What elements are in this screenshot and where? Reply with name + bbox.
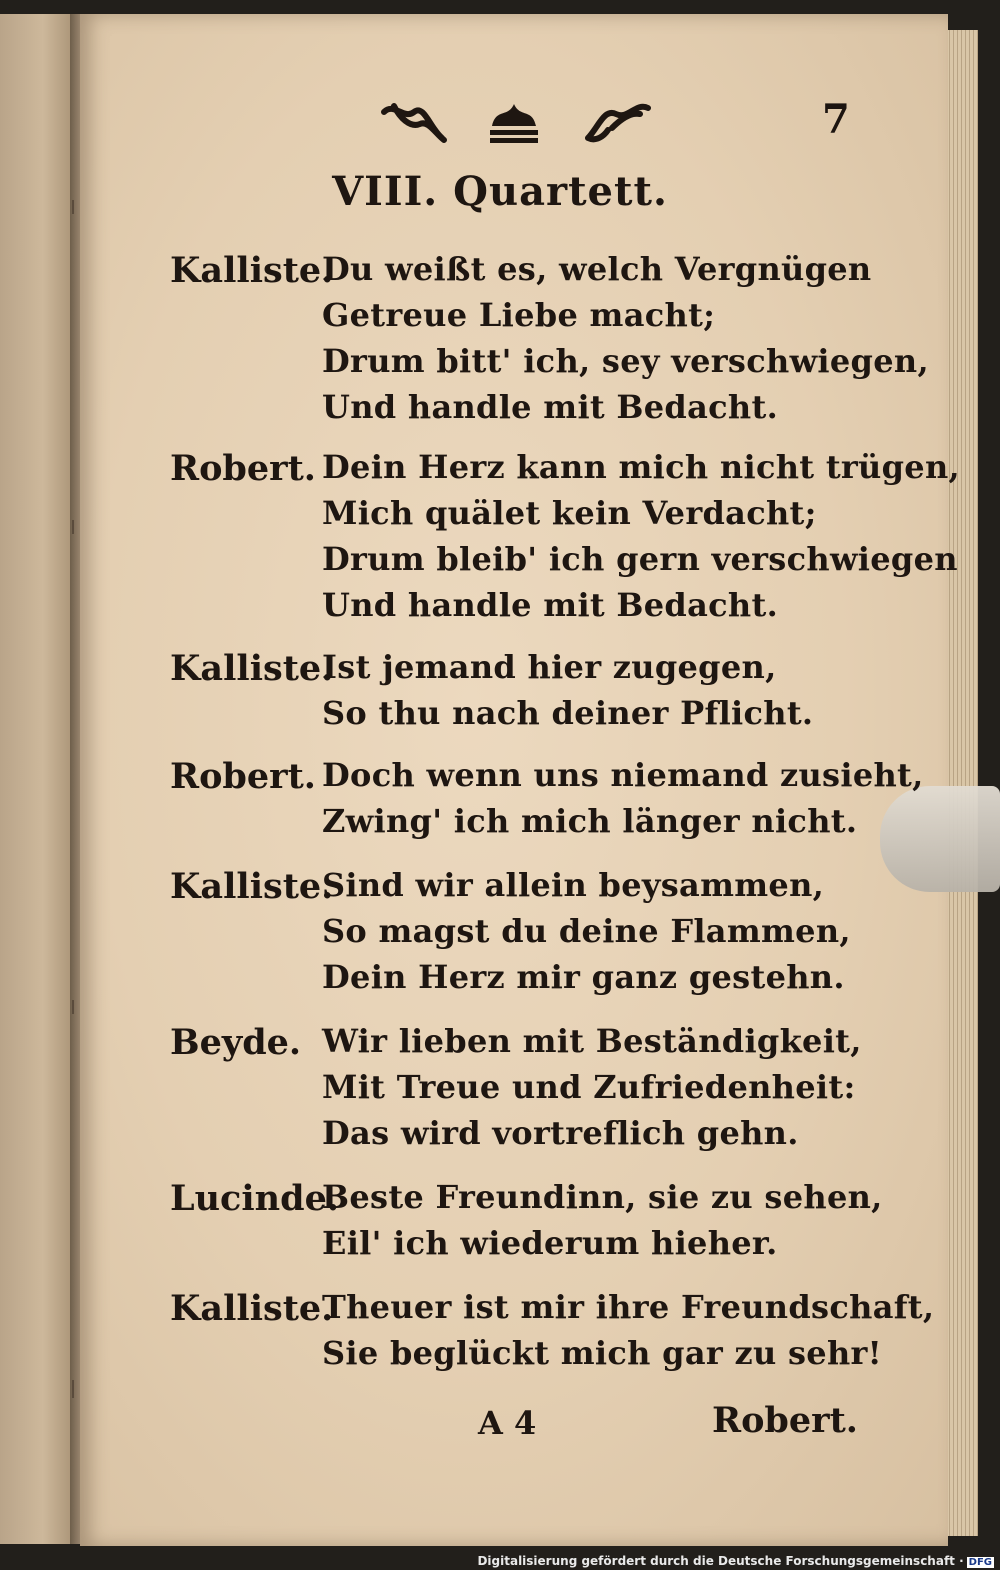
speaker-name: Kalliste. [170,648,334,689]
verse-line: Dein Herz mir ganz gestehn. [322,958,845,996]
binding-stitch [72,1000,74,1014]
verse-line: Ist jemand hier zugegen, [322,648,777,686]
section-title: VIII. Quartett. [332,168,668,215]
verse-line: Eil' ich wiederum hieher. [322,1224,778,1262]
signature-mark: A 4 [478,1404,537,1442]
verse-line: Du weißt es, welch Vergnügen [322,250,872,288]
verse-line: Mich quälet kein Verdacht; [322,494,817,532]
dfg-logo: DFG [968,1557,992,1568]
speaker-name: Beyde. [170,1022,302,1063]
speaker-name: Kalliste. [170,866,334,907]
verse-line: Und handle mit Bedacht. [322,388,779,426]
footer-text: Digitalisierung gefördert durch die Deutsche Forschungsgemeinschaft [477,1554,955,1568]
speaker-name: Kalliste. [170,250,334,291]
verse-line: Sie beglückt mich gar zu sehr! [322,1334,883,1372]
verse-line: So magst du deine Flammen, [322,912,851,950]
verse-line: Und handle mit Bedacht. [322,586,779,624]
verse-line: Wir lieben mit Beständigkeit, [322,1022,862,1060]
verse-line: Doch wenn uns niemand zusieht, [322,756,924,794]
left-page-edge [0,14,78,1544]
catchword: Robert. [712,1400,858,1441]
verse-line: Mit Treue und Zufriedenheit: [322,1068,856,1106]
speaker-name: Robert. [170,448,316,489]
verse-line: Beste Freundinn, sie zu sehen, [322,1178,883,1216]
flourish-left-icon [380,98,450,146]
page-number: 7 [822,96,850,143]
verse-line: Theuer ist mir ihre Freundschaft, [322,1288,935,1326]
speaker-name: Robert. [170,756,316,797]
speaker-name: Kalliste. [170,1288,334,1329]
crown-ornament-icon [486,98,542,146]
verse-line: So thu nach deiner Pflicht. [322,694,814,732]
flourish-right-icon [582,98,652,146]
verse-line: Das wird vortreflich gehn. [322,1114,799,1152]
binding-stitch [72,1380,74,1398]
verse-line: Getreue Liebe macht; [322,296,716,334]
verse-line: Dein Herz kann mich nicht trügen, [322,448,960,486]
binding-stitch [72,520,74,534]
verse-line: Drum bleib' ich gern verschwiegen [322,540,958,578]
digitization-footer: Digitalisierung gefördert durch die Deutsche Forschungsgemeinschaft · DFG [477,1554,992,1568]
page-clip-tab [880,786,1000,892]
speaker-name: Lucinde. [170,1178,340,1219]
verse-line: Drum bitt' ich, sey verschwiegen, [322,342,929,380]
verse-line: Zwing' ich mich länger nicht. [322,802,858,840]
verse-line: Sind wir allein beysammen, [322,866,825,904]
